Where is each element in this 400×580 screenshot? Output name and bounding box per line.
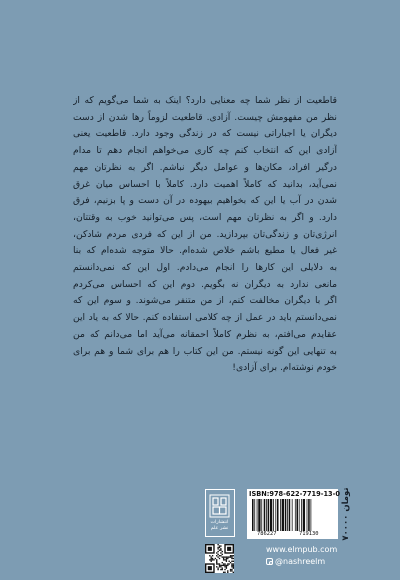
barcode-digits-right: 719130 <box>299 531 319 537</box>
blurb-line: انرژی‌تان و زندگی‌تان بپردازید. من از این که فردی مردم شادکن، <box>73 228 337 240</box>
blurb-line: غیر فعال یا مطیع باشم خلاص شده‌ام. حالا متوجه شده‌ام که بنا <box>73 245 337 257</box>
blurb-text <box>73 93 337 377</box>
blurb-line: درگیر افراد، مکان‌ها و عوامل دیگر نباشم. اگر به نظرتان مهم <box>73 161 337 173</box>
blurb-line: نمی‌آید، بدانید که کاملاً اهمیت دارد. کاملاً با احساس میان غرق <box>73 178 337 190</box>
blurb-line: دیگران یا اجباراتی نیست که در زندگی وجود دارد. قاطعیت یعنی <box>73 128 337 140</box>
isbn-text: ISBN:978-622-7719-13-0 <box>249 490 340 498</box>
blurb-line: قاطعیت از نظر شما چه معنایی دارد؟ اینک به شما می‌گویم که از <box>73 95 337 106</box>
website-link[interactable]: www.elmpub.com <box>266 545 338 554</box>
price-text: ۷۰۰۰۰ تومان <box>341 487 351 541</box>
instagram-icon <box>266 558 273 565</box>
blurb-line: شدن در آب یا این که بخواهیم بیهوده در آن دست و پا بزنیم، فرق <box>73 195 337 207</box>
publisher-logo-text: انتشارات نشر علم <box>210 520 229 531</box>
barcode-digits-left: 786227 <box>257 531 277 537</box>
blurb-line: نمی‌دانستم باید در عمل از چه کلامی استفاده کنم. حالا که به یاد این <box>73 312 337 324</box>
blurb-line: به دلایلی این کارها را انجام می‌دادم. اول این که نمی‌دانستم <box>73 262 337 274</box>
blurb-line: دارد. و اگر به نظرتان مهم است، پس می‌توانید خوب به وقتتان، <box>73 211 337 223</box>
blurb-line: مانعی ندارد به دیگران نه بگویم. دوم این که احساس می‌کردم <box>73 278 337 290</box>
blurb-line: نظر من مفهومش چیست. آزادی. قاطعیت لزوماً رها شدن از دست <box>73 111 337 123</box>
instagram-handle-text: @nashreelm <box>275 557 326 566</box>
barcode-icon <box>252 499 333 531</box>
blurb-line: عقایدم می‌افتم، به نظرم کاملاً احمقانه می‌آید اما می‌دانم که من <box>73 328 337 340</box>
blurb-line: خودم نوشته‌ام. برای آزادی! <box>232 362 337 374</box>
blurb-line: آزادی این که انتخاب کنم چه کاری می‌خواهم انجام دهم تا مدام <box>73 145 337 157</box>
blurb-line: به تنهایی این گونه نیستم. من این کتاب را هم برای شما و هم برای <box>73 345 337 357</box>
instagram-handle[interactable] <box>266 557 325 566</box>
blurb-line: اگر با دیگران مخالفت کنم، از من متنفر می‌شوند. و سوم این که <box>73 295 337 307</box>
price-label <box>339 489 353 539</box>
qr-code-icon <box>205 544 234 573</box>
publisher-logo-icon <box>209 494 230 518</box>
publisher-logo <box>205 489 235 537</box>
barcode-block <box>247 489 338 539</box>
